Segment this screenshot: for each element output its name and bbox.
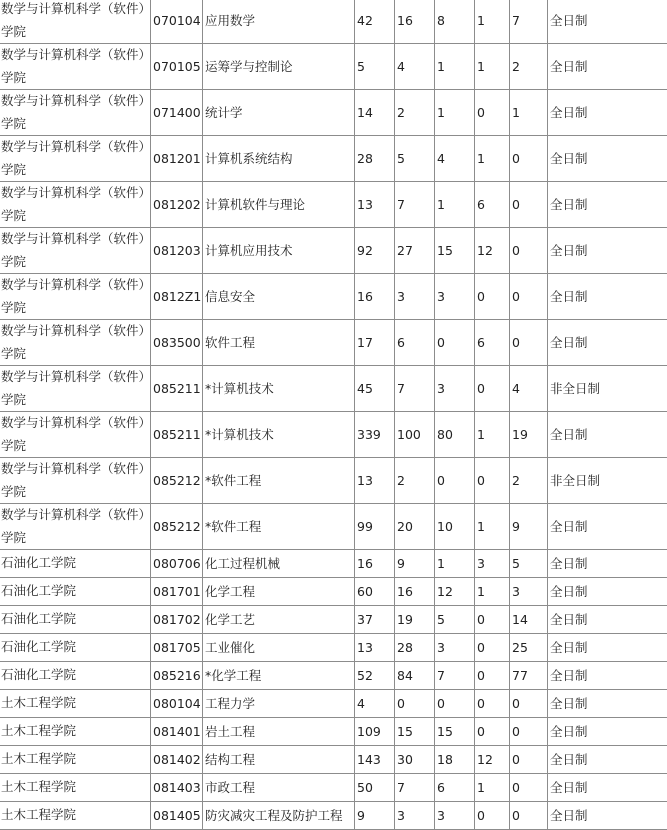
count-cell-3: 5 [435,606,475,634]
major-code-cell: 081701 [151,578,203,606]
count-cell-4: 1 [475,412,510,458]
count-cell-5: 0 [510,746,548,774]
count-cell-4: 0 [475,634,510,662]
count-cell-2: 4 [395,44,435,90]
college-cell: 数学与计算机科学（软件）学院 [0,0,151,44]
major-code-cell: 081202 [151,182,203,228]
study-mode-cell: 全日制 [548,0,667,44]
count-cell-5: 0 [510,774,548,802]
count-cell-3: 15 [435,228,475,274]
count-cell-4: 1 [475,44,510,90]
major-code-cell: 070105 [151,44,203,90]
study-mode-cell: 全日制 [548,802,667,830]
study-mode-cell: 全日制 [548,746,667,774]
major-code-cell: 071400 [151,90,203,136]
major-code-cell: 080104 [151,690,203,718]
college-cell: 石油化工学院 [0,550,151,578]
count-cell-5: 0 [510,182,548,228]
count-cell-5: 0 [510,228,548,274]
count-cell-4: 1 [475,504,510,550]
table-row [0,690,667,718]
count-cell-3: 0 [435,690,475,718]
study-mode-cell: 全日制 [548,412,667,458]
study-mode-cell: 全日制 [548,578,667,606]
count-cell-1: 17 [355,320,395,366]
count-cell-2: 9 [395,550,435,578]
count-cell-5: 2 [510,458,548,504]
table-row [0,0,667,44]
major-name-cell: 计算机软件与理论 [203,182,355,228]
count-cell-1: 92 [355,228,395,274]
count-cell-1: 60 [355,578,395,606]
count-cell-1: 339 [355,412,395,458]
major-name-cell: 应用数学 [203,0,355,44]
count-cell-5: 3 [510,578,548,606]
count-cell-2: 27 [395,228,435,274]
major-code-cell: 081403 [151,774,203,802]
study-mode-cell: 全日制 [548,90,667,136]
count-cell-3: 1 [435,44,475,90]
count-cell-3: 0 [435,458,475,504]
count-cell-5: 0 [510,136,548,182]
count-cell-2: 6 [395,320,435,366]
college-cell: 石油化工学院 [0,662,151,690]
count-cell-2: 19 [395,606,435,634]
study-mode-cell: 非全日制 [548,458,667,504]
table-row [0,504,667,550]
study-mode-cell: 全日制 [548,718,667,746]
major-code-cell: 085216 [151,662,203,690]
study-mode-cell: 全日制 [548,320,667,366]
count-cell-4: 1 [475,0,510,44]
count-cell-4: 0 [475,606,510,634]
count-cell-3: 8 [435,0,475,44]
count-cell-4: 0 [475,274,510,320]
study-mode-cell: 全日制 [548,136,667,182]
count-cell-2: 16 [395,0,435,44]
count-cell-1: 45 [355,366,395,412]
count-cell-2: 2 [395,90,435,136]
count-cell-4: 1 [475,136,510,182]
college-cell: 数学与计算机科学（软件）学院 [0,44,151,90]
study-mode-cell: 全日制 [548,274,667,320]
major-code-cell: 085211 [151,412,203,458]
college-cell: 土木工程学院 [0,802,151,830]
count-cell-1: 5 [355,44,395,90]
count-cell-5: 14 [510,606,548,634]
count-cell-3: 6 [435,774,475,802]
major-code-cell: 085211 [151,366,203,412]
count-cell-1: 28 [355,136,395,182]
major-code-cell: 081402 [151,746,203,774]
college-cell: 石油化工学院 [0,578,151,606]
count-cell-3: 1 [435,90,475,136]
count-cell-2: 30 [395,746,435,774]
table-row [0,182,667,228]
major-name-cell: 防灾减灾工程及防护工程 [203,802,355,830]
major-name-cell: 市政工程 [203,774,355,802]
table-row [0,550,667,578]
count-cell-4: 0 [475,90,510,136]
college-cell: 数学与计算机科学（软件）学院 [0,136,151,182]
count-cell-1: 50 [355,774,395,802]
study-mode-cell: 全日制 [548,662,667,690]
count-cell-4: 12 [475,746,510,774]
count-cell-2: 3 [395,274,435,320]
count-cell-3: 80 [435,412,475,458]
count-cell-5: 2 [510,44,548,90]
count-cell-2: 20 [395,504,435,550]
table-row [0,90,667,136]
count-cell-4: 12 [475,228,510,274]
major-name-cell: 结构工程 [203,746,355,774]
count-cell-4: 0 [475,802,510,830]
count-cell-1: 16 [355,550,395,578]
table-row [0,746,667,774]
count-cell-2: 7 [395,366,435,412]
major-code-cell: 083500 [151,320,203,366]
major-name-cell: *计算机技术 [203,366,355,412]
table-row [0,662,667,690]
count-cell-4: 1 [475,774,510,802]
count-cell-1: 13 [355,458,395,504]
major-name-cell: *化学工程 [203,662,355,690]
study-mode-cell: 非全日制 [548,366,667,412]
count-cell-4: 0 [475,458,510,504]
count-cell-5: 0 [510,802,548,830]
count-cell-1: 4 [355,690,395,718]
count-cell-3: 4 [435,136,475,182]
count-cell-3: 3 [435,634,475,662]
major-code-cell: 0812Z1 [151,274,203,320]
table-row [0,44,667,90]
count-cell-2: 2 [395,458,435,504]
count-cell-1: 9 [355,802,395,830]
major-name-cell: *软件工程 [203,458,355,504]
major-code-cell: 070104 [151,0,203,44]
college-cell: 石油化工学院 [0,606,151,634]
college-cell: 土木工程学院 [0,718,151,746]
count-cell-5: 7 [510,0,548,44]
table-row [0,366,667,412]
count-cell-3: 7 [435,662,475,690]
count-cell-5: 1 [510,90,548,136]
major-name-cell: 岩土工程 [203,718,355,746]
college-cell: 数学与计算机科学（软件）学院 [0,412,151,458]
college-cell: 数学与计算机科学（软件）学院 [0,182,151,228]
study-mode-cell: 全日制 [548,550,667,578]
count-cell-3: 0 [435,320,475,366]
major-name-cell: 工程力学 [203,690,355,718]
study-mode-cell: 全日制 [548,504,667,550]
count-cell-3: 12 [435,578,475,606]
count-cell-1: 14 [355,90,395,136]
table-row [0,774,667,802]
major-name-cell: 化学工艺 [203,606,355,634]
count-cell-1: 99 [355,504,395,550]
study-mode-cell: 全日制 [548,228,667,274]
study-mode-cell: 全日制 [548,182,667,228]
table-row [0,274,667,320]
college-cell: 数学与计算机科学（软件）学院 [0,274,151,320]
college-cell: 石油化工学院 [0,634,151,662]
count-cell-5: 0 [510,274,548,320]
count-cell-4: 0 [475,662,510,690]
count-cell-1: 42 [355,0,395,44]
count-cell-5: 0 [510,690,548,718]
count-cell-2: 100 [395,412,435,458]
count-cell-5: 19 [510,412,548,458]
major-name-cell: 计算机应用技术 [203,228,355,274]
count-cell-2: 15 [395,718,435,746]
major-code-cell: 081401 [151,718,203,746]
count-cell-3: 10 [435,504,475,550]
count-cell-3: 3 [435,274,475,320]
study-mode-cell: 全日制 [548,774,667,802]
count-cell-3: 3 [435,802,475,830]
study-mode-cell: 全日制 [548,690,667,718]
major-code-cell: 085212 [151,458,203,504]
table-row [0,136,667,182]
table-row [0,412,667,458]
count-cell-4: 6 [475,182,510,228]
count-cell-3: 3 [435,366,475,412]
count-cell-1: 143 [355,746,395,774]
college-cell: 土木工程学院 [0,690,151,718]
major-name-cell: 统计学 [203,90,355,136]
table-row [0,802,667,830]
count-cell-5: 77 [510,662,548,690]
count-cell-2: 84 [395,662,435,690]
college-cell: 数学与计算机科学（软件）学院 [0,504,151,550]
major-code-cell: 080706 [151,550,203,578]
college-cell: 数学与计算机科学（软件）学院 [0,366,151,412]
study-mode-cell: 全日制 [548,606,667,634]
major-code-cell: 081702 [151,606,203,634]
count-cell-3: 1 [435,182,475,228]
count-cell-1: 13 [355,182,395,228]
college-cell: 数学与计算机科学（软件）学院 [0,458,151,504]
major-name-cell: 化工过程机械 [203,550,355,578]
count-cell-4: 3 [475,550,510,578]
major-code-cell: 081405 [151,802,203,830]
count-cell-1: 109 [355,718,395,746]
count-cell-1: 52 [355,662,395,690]
count-cell-3: 15 [435,718,475,746]
major-code-cell: 081203 [151,228,203,274]
count-cell-1: 37 [355,606,395,634]
count-cell-2: 0 [395,690,435,718]
count-cell-2: 7 [395,774,435,802]
count-cell-4: 1 [475,578,510,606]
count-cell-5: 4 [510,366,548,412]
major-name-cell: 信息安全 [203,274,355,320]
count-cell-5: 25 [510,634,548,662]
count-cell-4: 0 [475,366,510,412]
count-cell-1: 13 [355,634,395,662]
table-row [0,634,667,662]
count-cell-4: 0 [475,690,510,718]
count-cell-3: 1 [435,550,475,578]
major-name-cell: 工业催化 [203,634,355,662]
count-cell-2: 5 [395,136,435,182]
college-cell: 数学与计算机科学（软件）学院 [0,90,151,136]
college-cell: 数学与计算机科学（软件）学院 [0,320,151,366]
table-row [0,320,667,366]
count-cell-5: 0 [510,718,548,746]
study-mode-cell: 全日制 [548,44,667,90]
major-name-cell: *计算机技术 [203,412,355,458]
count-cell-3: 18 [435,746,475,774]
table-row [0,578,667,606]
table-row [0,228,667,274]
table-row [0,606,667,634]
count-cell-1: 16 [355,274,395,320]
count-cell-5: 0 [510,320,548,366]
college-cell: 土木工程学院 [0,774,151,802]
major-code-cell: 081705 [151,634,203,662]
count-cell-5: 9 [510,504,548,550]
count-cell-2: 7 [395,182,435,228]
study-mode-cell: 全日制 [548,634,667,662]
major-code-cell: 081201 [151,136,203,182]
count-cell-2: 28 [395,634,435,662]
table-row [0,718,667,746]
major-name-cell: 运筹学与控制论 [203,44,355,90]
major-name-cell: *软件工程 [203,504,355,550]
count-cell-2: 16 [395,578,435,606]
table-row [0,458,667,504]
count-cell-4: 0 [475,718,510,746]
major-name-cell: 化学工程 [203,578,355,606]
major-code-cell: 085212 [151,504,203,550]
college-cell: 土木工程学院 [0,746,151,774]
major-name-cell: 计算机系统结构 [203,136,355,182]
count-cell-4: 6 [475,320,510,366]
college-cell: 数学与计算机科学（软件）学院 [0,228,151,274]
count-cell-2: 3 [395,802,435,830]
major-name-cell: 软件工程 [203,320,355,366]
count-cell-5: 5 [510,550,548,578]
